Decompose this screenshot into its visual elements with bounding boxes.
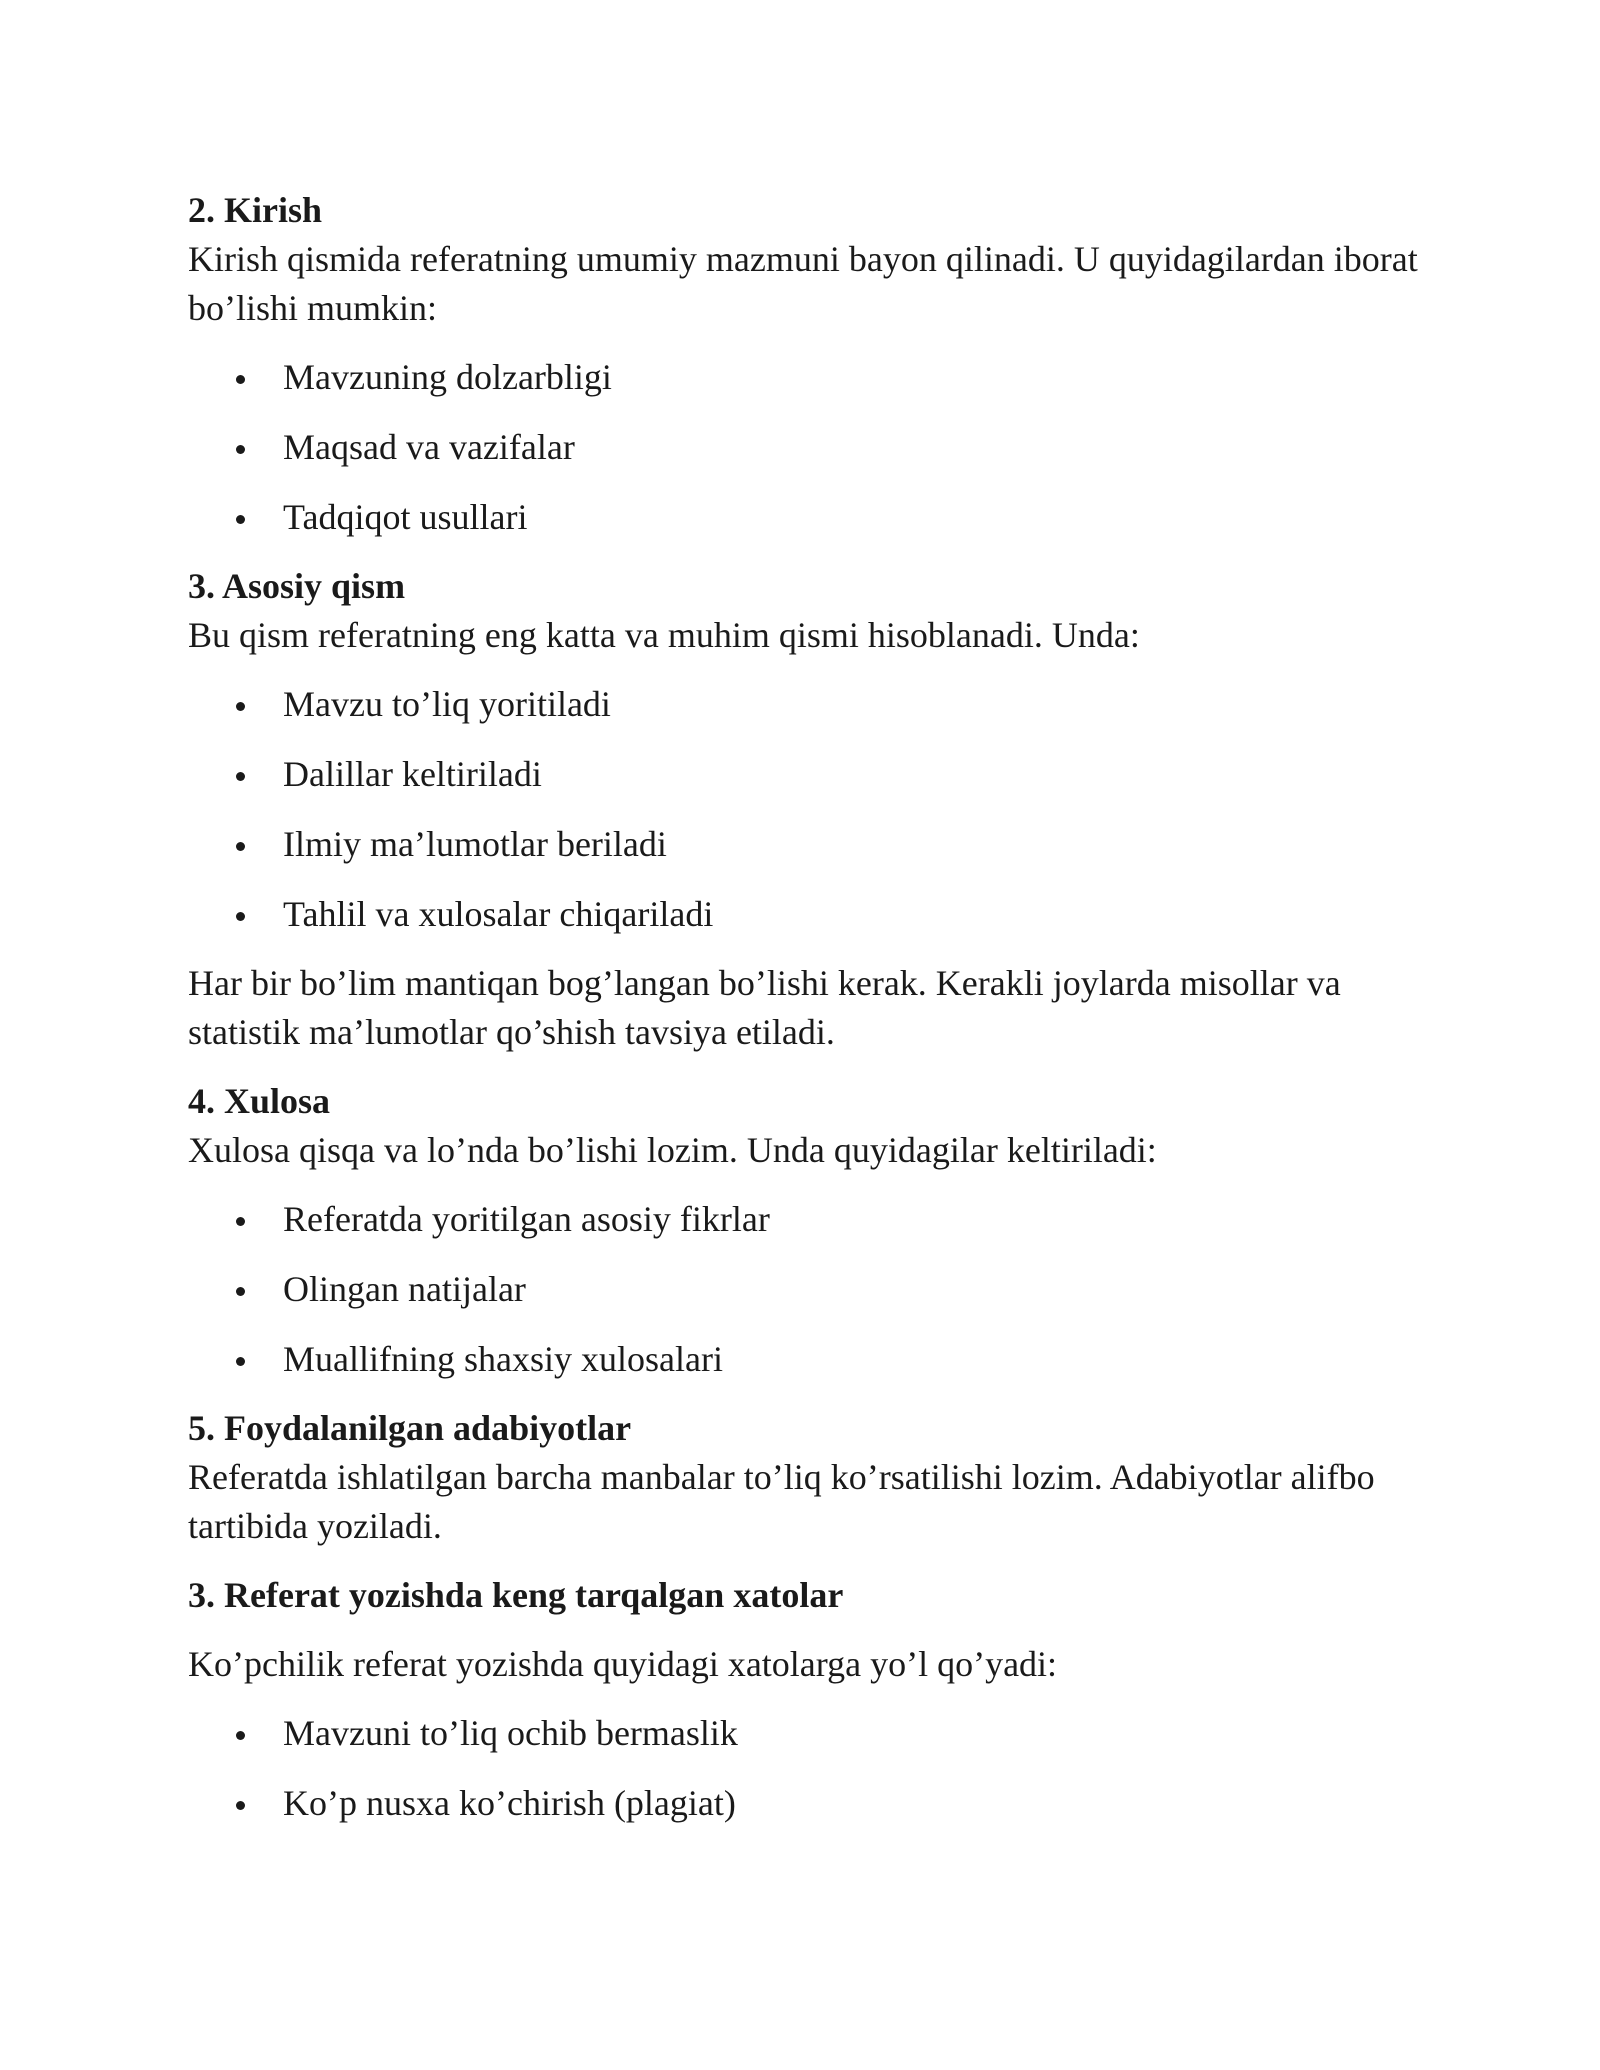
section-outro-asosiy: Har bir bo’lim mantiqan bog’langan bo’lishi kerak. Kerakli joylarda misollar va statistik ma’lumotlar qo’shish tavsiya etiladi. [188, 963, 1341, 1052]
bullet-list-xatolar [188, 1709, 1418, 1828]
list-item-text: Olingan natijalar [283, 1269, 526, 1309]
list-item [188, 890, 1418, 939]
bullet-icon [236, 445, 245, 454]
list-item-text: Referatda yoritilgan asosiy fikrlar [283, 1199, 770, 1239]
list-item-text: Tahlil va xulosalar chiqariladi [283, 894, 714, 934]
list-item [188, 1709, 1418, 1758]
list-item-text: Maqsad va vazifalar [283, 427, 575, 467]
bullet-icon [236, 1731, 245, 1740]
list-item [188, 1779, 1418, 1828]
section-intro-kirish: Kirish qismida referatning umumiy mazmuni bayon qilinadi. U quyidagilardan iborat bo’lishi mumkin: [188, 239, 1418, 328]
list-item-text: Mavzuni to’liq ochib bermaslik [283, 1713, 738, 1753]
list-item [188, 1265, 1418, 1314]
list-item-text: Mavzu to’liq yoritiladi [283, 684, 611, 724]
list-item-text: Tadqiqot usullari [283, 497, 528, 537]
bullet-icon [236, 1217, 245, 1226]
section-heading-xulosa: 4. Xulosa [188, 1081, 331, 1121]
list-item-text: Ko’p nusxa ko’chirish (plagiat) [283, 1783, 736, 1823]
list-item [188, 680, 1418, 729]
section-intro-adabiyotlar: Referatda ishlatilgan barcha manbalar to’liq ko’rsatilishi lozim. Adabiyotlar alifbo tartibida yoziladi. [188, 1457, 1375, 1546]
list-item [188, 493, 1418, 542]
bullet-icon [236, 772, 245, 781]
list-item [188, 423, 1418, 472]
bullet-list-xulosa [188, 1195, 1418, 1384]
bullet-icon [236, 912, 245, 921]
bullet-icon [236, 842, 245, 851]
bullet-icon [236, 375, 245, 384]
list-item-text: Mavzuning dolzarbligi [283, 357, 612, 397]
bullet-icon [236, 1287, 245, 1296]
bullet-icon [236, 702, 245, 711]
section-heading-asosiy: 3. Asosiy qism [188, 566, 406, 606]
list-item-text: Dalillar keltiriladi [283, 754, 542, 794]
list-item-text: Ilmiy ma’lumotlar beriladi [283, 824, 667, 864]
list-item [188, 1335, 1418, 1384]
section-intro-asosiy: Bu qism referatning eng katta va muhim qismi hisoblanadi. Unda: [188, 615, 1140, 655]
list-item [188, 820, 1418, 869]
section-heading-kirish: 2. Kirish [188, 190, 323, 230]
section-intro-xulosa: Xulosa qisqa va lo’nda bo’lishi lozim. Unda quyidagilar keltiriladi: [188, 1130, 1157, 1170]
bullet-icon [236, 515, 245, 524]
bullet-icon [236, 1801, 245, 1810]
document-page [188, 186, 1418, 1848]
list-item [188, 1195, 1418, 1244]
bullet-list-kirish [188, 353, 1418, 542]
section-intro-xatolar: Ko’pchilik referat yozishda quyidagi xatolarga yo’l qo’yadi: [188, 1644, 1058, 1684]
list-item-text: Muallifning shaxsiy xulosalari [283, 1339, 723, 1379]
section-heading-xatolar: 3. Referat yozishda keng tarqalgan xatolar [188, 1575, 844, 1615]
bullet-icon [236, 1357, 245, 1366]
list-item [188, 750, 1418, 799]
bullet-list-asosiy [188, 680, 1418, 939]
list-item [188, 353, 1418, 402]
section-heading-adabiyotlar: 5. Foydalanilgan adabiyotlar [188, 1408, 632, 1448]
